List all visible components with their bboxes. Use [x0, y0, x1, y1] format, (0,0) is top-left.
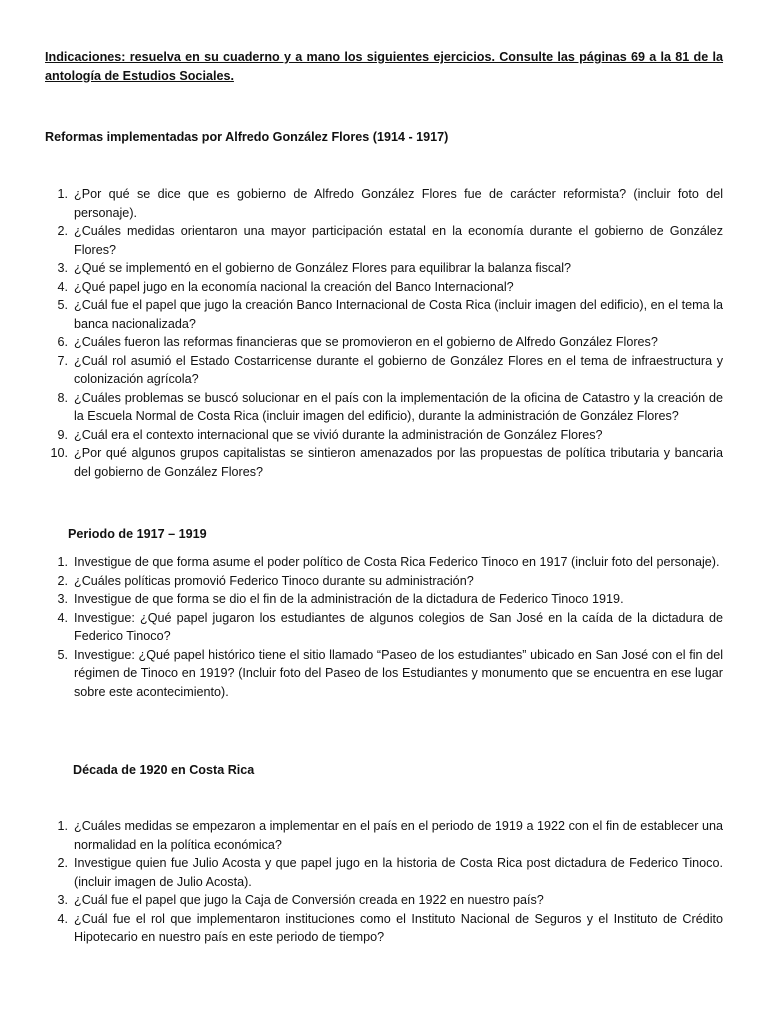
list-item: 3. Investigue de que forma se dio el fin de la administración de la dictadura de Federico Tinoco 1919.	[57, 592, 624, 606]
list-item: 1. ¿Por qué se dice que es gobierno de Alfredo González Flores fue de carácter reformista? (incluir foto del personaje).	[57, 187, 723, 220]
list-item: 3. ¿Qué se implementó en el gobierno de González Flores para equilibrar la balanza fiscal?	[57, 261, 572, 275]
list-item: 10. ¿Por qué algunos grupos capitalistas se sintieron amenazados por las propuestas de política tributaria y bancaria del gobierno de González Flores?	[50, 446, 723, 479]
section-title-decada: Década de 1920 en Costa Rica	[73, 763, 255, 777]
list-item: 7. ¿Cuál rol asumió el Estado Costarricense durante el gobierno de González Flores en el tema de infraestructura y colonización agrícola?	[57, 353, 723, 386]
question-list-reformas	[46, 185, 723, 481]
list-item: 1. Investigue de que forma asume el poder político de Costa Rica Federico Tinoco en 1917 (incluir foto del personaje).	[57, 555, 720, 569]
list-item: 4. ¿Qué papel jugo en la economía nacional la creación del Banco Internacional?	[57, 279, 514, 294]
question-list-decada	[46, 817, 723, 947]
list-item: 2. ¿Cuáles medidas orientaron una mayor participación estatal en la economía durante el gobierno de González Flores?	[57, 224, 723, 257]
instructions: Indicaciones: resuelva en su cuaderno y a mano los siguientes ejercicios. Consulte las páginas 69 a la 81 de la antología de Estudios Sociales.	[45, 50, 723, 83]
list-item: 2. Investigue quien fue Julio Acosta y que papel jugo en la historia de Costa Rica post dictadura de Federico Tinoco. (incluir imagen de Julio Acosta).	[57, 856, 723, 889]
list-item: 8. ¿Cuáles problemas se buscó solucionar en el país con la implementación de la oficina de Catastro y la creación de la Escuela Normal de Costa Rica (incluir imagen del edificio), durante la administración de González Flores?	[57, 390, 723, 423]
list-item: 5. Investigue: ¿Qué papel histórico tiene el sitio llamado “Paseo de los estudiantes” ubicado en San José con el fin del régimen de Tinoco en 1919? (Incluir foto del Paseo de los Estudiantes y monumento que se encuentra en ese lugar sobre este acontecimiento).	[57, 647, 723, 699]
list-item: 1. ¿Cuáles medidas se empezaron a implementar en el país en el periodo de 1919 a 1922 con el fin de establecer una normalidad en la política económica?	[57, 819, 723, 852]
question-list-periodo	[46, 553, 723, 701]
list-item: 9. ¿Cuál era el contexto internacional que se vivió durante la administración de González Flores?	[57, 427, 603, 442]
section-title-reformas: Reformas implementadas por Alfredo González Flores (1914 - 1917)	[45, 130, 449, 144]
list-item: 5. ¿Cuál fue el papel que jugo la creación Banco Internacional de Costa Rica (incluir imagen del edificio), en el tema la banca nacionalizada?	[57, 298, 723, 331]
list-item: 4. Investigue: ¿Qué papel jugaron los estudiantes de algunos colegios de San José en la caída de la dictadura de Federico Tinoco?	[57, 610, 723, 643]
list-item: 4. ¿Cuál fue el rol que implementaron instituciones como el Instituto Nacional de Seguros y el Instituto de Crédito Hipotecario en nuestro país en este periodo de tiempo?	[57, 911, 723, 944]
list-item: 2. ¿Cuáles políticas promovió Federico Tinoco durante su administración?	[57, 573, 474, 588]
list-item: 6. ¿Cuáles fueron las reformas financieras que se promovieron en el gobierno de Alfredo González Flores?	[57, 335, 658, 349]
section-title-periodo: Periodo de 1917 – 1919	[68, 527, 207, 541]
list-item: 3. ¿Cuál fue el papel que jugo la Caja de Conversión creada en 1922 en nuestro país?	[57, 893, 544, 907]
